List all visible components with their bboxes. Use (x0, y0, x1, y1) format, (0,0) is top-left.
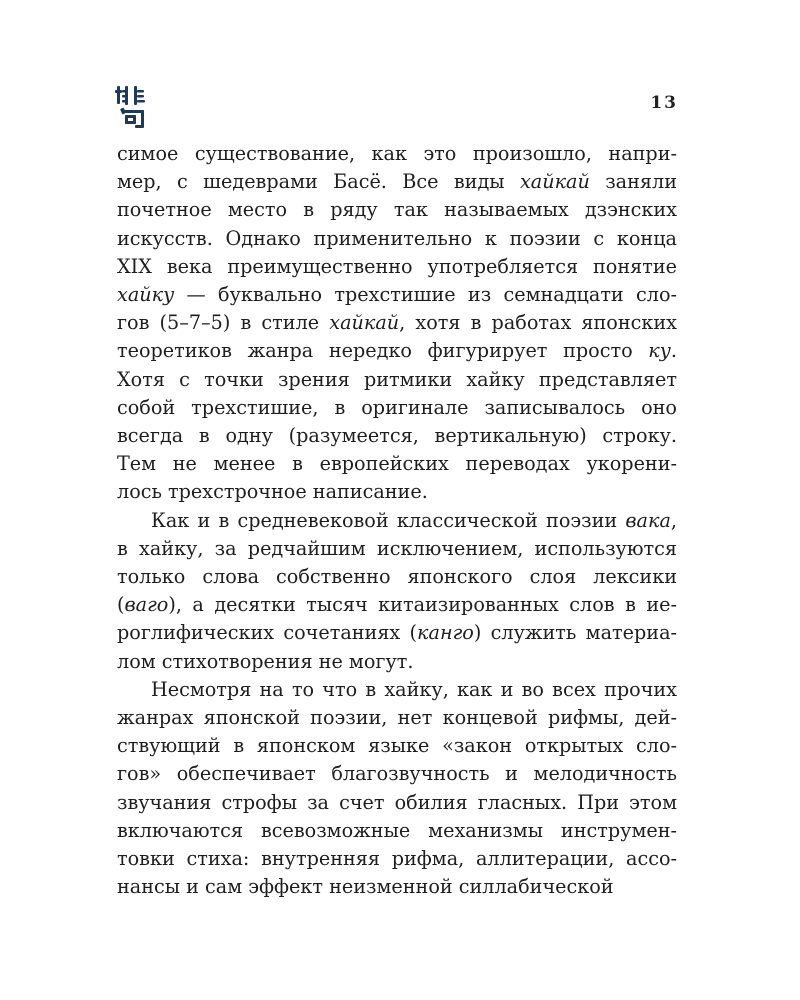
text-run: звучания строфы за счет обилия гласных. При этом (117, 790, 677, 814)
text-run: собой трехстишие, в оригинале записывалось оно (117, 395, 677, 419)
italic-term: ваго (124, 593, 169, 617)
text-line (117, 817, 677, 845)
text-run: всегда в одну (разумеется, вертикальную) строку. (117, 424, 677, 448)
text-run: — буквально трехстишие из семнадцати сло- (174, 283, 677, 307)
text-run: , (670, 508, 677, 532)
text-line (117, 535, 677, 563)
text-run: почетное место в ряду так называемых дзэнских (117, 198, 677, 222)
italic-term: хайкай (329, 311, 400, 335)
text-line (117, 732, 677, 760)
text-line (117, 196, 677, 224)
text-line (117, 366, 677, 394)
text-run: в хайку, за редчайшим исключением, используются (117, 536, 677, 560)
text-run: включаются всевозможные механизмы инструмен- (117, 818, 677, 842)
text-run: ствующий в японском языке «закон открытых сло- (117, 734, 677, 758)
italic-term: хайкай (519, 170, 590, 194)
text-run: ) служить материа- (473, 621, 677, 645)
text-line (117, 789, 677, 817)
text-line (117, 591, 677, 619)
text-run: роглифических сочетаниях ( (117, 621, 418, 645)
text-line (117, 140, 677, 168)
text-run: ( (117, 593, 125, 617)
text-line (117, 281, 677, 309)
text-line (117, 507, 677, 535)
text-run: заняли (589, 170, 677, 194)
italic-term: вака (625, 508, 671, 532)
text-run: мер, с шедеврами Басё. Все виды (117, 170, 520, 194)
italic-term: хайку (117, 283, 175, 307)
text-line (117, 450, 677, 478)
text-line (117, 563, 677, 591)
haiku-kanji-emblem-icon (115, 84, 149, 130)
text-run: Несмотря на то что в хайку, как и во всех прочих (151, 677, 677, 701)
text-line (117, 225, 677, 253)
italic-term: ку (648, 339, 671, 363)
text-run: жанрах японской поэзии, нет концевой рифмы, дей- (117, 706, 677, 730)
text-run: ), а десятки тысяч китаизированных слов в ие- (168, 593, 677, 617)
text-run: теоретиков жанра нередко фигурирует просто (117, 339, 649, 363)
paragraph (117, 507, 677, 676)
text-line (117, 478, 677, 506)
text-run: лось трехстрочное написание. (117, 480, 428, 504)
text-line (117, 648, 677, 676)
text-run: товки стиха: внутренняя рифма, аллитерации, ассо- (117, 847, 677, 871)
text-run: искусств. Однако применительно к поэзии с конца (117, 226, 677, 250)
text-run: лом стихотворения не могут. (117, 649, 414, 673)
page-number: 13 (650, 93, 678, 113)
text-line (117, 676, 677, 704)
text-line (117, 704, 677, 732)
paragraph (117, 676, 677, 902)
italic-term: канго (417, 621, 474, 645)
text-line (117, 337, 677, 365)
text-line (117, 309, 677, 337)
text-line (117, 168, 677, 196)
text-line (117, 760, 677, 788)
text-line (117, 253, 677, 281)
text-line (117, 394, 677, 422)
text-run: XIX века преимущественно употребляется понятие (117, 254, 677, 278)
text-run: симое существование, как это произошло, напри- (117, 142, 677, 165)
text-run: Хотя с точки зрения ритмики хайку представляет (117, 367, 677, 391)
text-line (117, 873, 677, 901)
text-run: гов» обеспечивает благозвучность и мелодичность (117, 762, 677, 786)
text-line (117, 845, 677, 873)
text-run: нансы и сам эффект неизменной силлабической (117, 875, 614, 899)
text-run: Как и в средневековой классической поэзии (151, 508, 626, 532)
text-run: . (670, 339, 677, 363)
text-run: только слова собственно японского слоя лексики (117, 565, 677, 589)
text-run: , хотя в работах японских (399, 311, 677, 335)
paragraph (117, 140, 677, 507)
body-text (117, 140, 677, 901)
text-line (117, 619, 677, 647)
text-run: Тем не менее в европейских переводах укорени- (117, 452, 677, 476)
text-line (117, 422, 677, 450)
text-run: гов (5–7–5) в стиле (117, 311, 330, 335)
